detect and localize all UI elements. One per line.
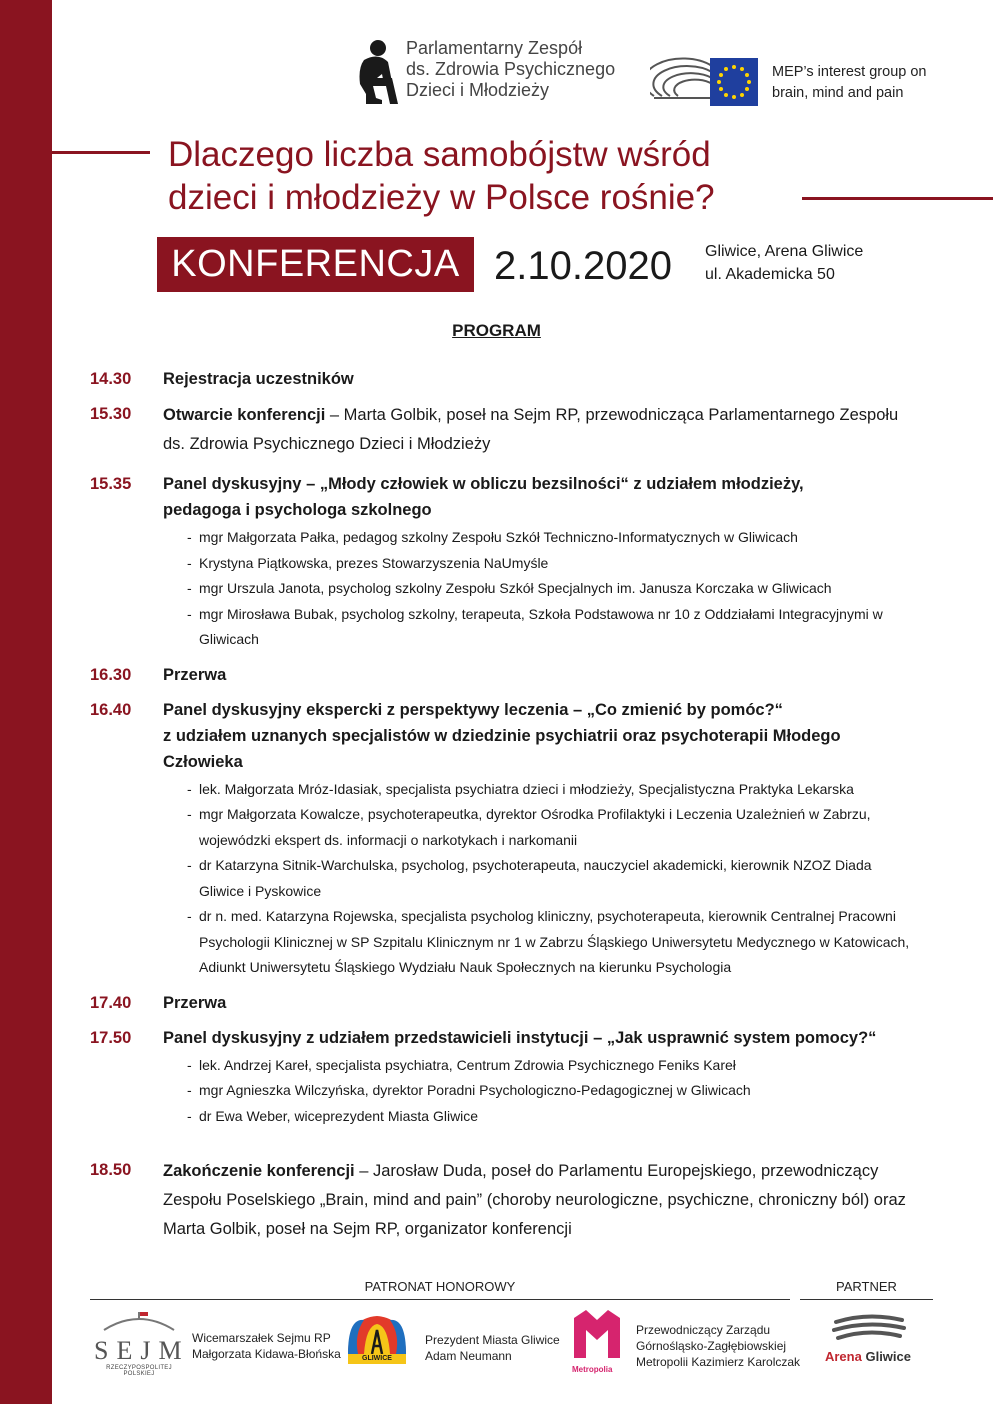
gliwice-crest-logo	[344, 1310, 410, 1376]
agenda	[90, 366, 950, 1253]
agenda-title: Panel dyskusyjny z udziałem przedstawicieli instytucji – „Jak usprawnić system pomocy?“	[163, 1028, 877, 1047]
speaker-list	[163, 1053, 950, 1130]
agenda-detail: Zespołu Poselskiego „Brain, mind and pain” (choroby neurologiczne, psychiczne, chroniczny ból) oraz	[163, 1191, 906, 1209]
agenda-detail: – Marta Golbik, poseł na Sejm RP, przewodnicząca Parlamentarnego Zespołu	[325, 406, 899, 424]
agenda-title: Przerwa	[163, 993, 227, 1012]
agenda-time: 18.50	[90, 1161, 132, 1179]
agenda-title: Przerwa	[163, 665, 227, 684]
speaker-list	[163, 525, 950, 653]
arena-waves-icon	[818, 1312, 918, 1344]
parliamentary-team-name	[406, 38, 615, 101]
mep-interest-group-logo	[650, 52, 950, 112]
speaker-item: - dr n. med. Katarzyna Rojewska, specjalista psycholog kliniczny, psychoterapeuta, kierownik Centralnej Pracowni Psychologii Klinicznej w SP Szpitalu Klinicznym nr 1 w Zabrzu Śląskiego Uniwersytetu Medycznego w Katowicach, Adiunkt Uniwersytetu Śląskiego Wydziału Nauk Społecznych na kierunku Psychologia	[187, 904, 929, 981]
patron-line: Metropolii Kazimierz Karolczak	[636, 1355, 801, 1369]
agenda-item	[90, 1025, 950, 1130]
agenda-item	[90, 1157, 950, 1244]
agenda-description	[163, 1157, 950, 1186]
footer-rule	[90, 1299, 790, 1300]
agenda-detail: – Jarosław Duda, poseł do Parlamentu Europejskiego, przewodniczący	[354, 1162, 879, 1180]
european-parliament-icon	[650, 52, 762, 110]
metropolia-wordmark: Metropolia	[572, 1365, 613, 1374]
agenda-time: 15.35	[90, 475, 132, 493]
mep-group-name	[772, 62, 926, 104]
gliwice-patron	[425, 1332, 560, 1364]
patron-line: Przewodniczący Zarządu	[636, 1323, 771, 1337]
agenda-title: Zakończenie konferencji	[163, 1162, 355, 1180]
agenda-time: 14.30	[90, 370, 132, 388]
pz-line: ds. Zdrowia Psychicznego	[406, 59, 616, 79]
title-rule-left	[52, 151, 150, 154]
footer-rule	[800, 1299, 933, 1300]
speaker-item: - mgr Małgorzata Kowalcze, psychoterapeutka, dyrektor Ośrodka Profilaktyki i Leczenia Uzależnień w Zabrzu, wojewódzki ekspert ds. informacji o narkotykach i narkomanii	[187, 802, 889, 853]
agenda-item	[90, 697, 950, 981]
agenda-title: Panel dyskusyjny ekspercki z perspektywy leczenia – „Co zmienić by pomóc?“	[163, 700, 783, 719]
speaker-item: - dr Ewa Weber, wiceprezydent Miasta Gliwice	[187, 1104, 950, 1130]
conference-label: KONFERENCJA	[157, 237, 474, 292]
speaker-item: - mgr Agnieszka Wilczyńska, dyrektor Poradni Psychologiczno-Pedagogicznej w Gliwicach	[187, 1078, 950, 1104]
agenda-title: Otwarcie konferencji	[163, 406, 326, 424]
agenda-detail: Marta Golbik, poseł na Sejm RP, organizator konferencji	[163, 1220, 572, 1238]
speaker-item: - mgr Mirosława Bubak, psycholog szkolny, terapeuta, Szkoła Podstawowa nr 10 z Oddziałami Integracyjnymi w Gliwicach	[187, 602, 889, 653]
speaker-item: - lek. Małgorzata Mróz-Idasiak, specjalista psychiatra dzieci i młodzieży, Specjalistyczna Praktyka Lekarska	[187, 777, 950, 803]
agenda-item	[90, 401, 950, 459]
sejm-building-icon	[94, 1312, 184, 1332]
agenda-item	[90, 471, 950, 653]
left-accent-bar	[0, 0, 52, 1404]
venue-line: Gliwice, Arena Gliwice	[705, 243, 864, 260]
speaker-item: - dr Katarzyna Sitnik-Warchulska, psycholog, psychoterapeuta, nauczyciel akademicki, kierownik NZOZ Diada Gliwice i Pyskowice	[187, 853, 889, 904]
patron-line: Górnośląsko-Zagłębiowskiej	[636, 1339, 787, 1353]
pz-line: Parlamentarny Zespół	[406, 38, 583, 58]
mep-line: MEP’s interest group on	[772, 64, 927, 80]
sitting-figure-icon	[348, 38, 402, 108]
arena-wordmark	[818, 1349, 918, 1364]
sejm-wordmark: SEJM	[94, 1336, 190, 1365]
program-heading: PROGRAM	[452, 321, 541, 340]
agenda-time: 17.40	[90, 993, 132, 1012]
speaker-list	[163, 777, 950, 981]
conference-date: 2.10.2020	[494, 244, 672, 288]
title-rule-right	[802, 197, 993, 200]
conference-title	[168, 133, 808, 219]
speaker-item: - mgr Urszula Janota, psycholog szkolny Zespołu Szkół Specjalnych im. Janusza Korczaka w Gliwicach	[187, 576, 950, 602]
sejm-patron	[192, 1330, 341, 1362]
agenda-time: 16.40	[90, 700, 132, 719]
title-line: dzieci i młodzieży w Polsce rośnie?	[168, 178, 715, 217]
patron-line: Adam Neumann	[425, 1349, 512, 1363]
pz-line: Dzieci i Młodzieży	[406, 80, 550, 100]
speaker-item: - lek. Andrzej Kareł, specjalista psychiatra, Centrum Zdrowia Psychicznego Feniks Kareł	[187, 1053, 950, 1079]
patron-line: Prezydent Miasta Gliwice	[425, 1333, 560, 1347]
speaker-item: - mgr Małgorzata Pałka, pedagog szkolny Zespołu Szkół Techniczno-Informatycznych w Gliwicach	[187, 525, 950, 551]
conference-venue	[705, 240, 863, 286]
honorary-patronage-label: PATRONAT HONOROWY	[364, 1279, 516, 1294]
parliamentary-team-logo	[348, 38, 628, 108]
arena-word: Gliwice	[865, 1349, 911, 1364]
gliwice-wordmark: GLIWICE	[362, 1355, 392, 1362]
metropolia-patron	[636, 1322, 800, 1370]
metropolia-m-icon	[572, 1308, 622, 1360]
agenda-item	[90, 366, 950, 392]
agenda-time: 16.30	[90, 665, 132, 684]
arena-word: Arena	[824, 1349, 862, 1364]
venue-line: ul. Akademicka 50	[705, 266, 835, 283]
patron-line: Wicemarszałek Sejmu RP	[192, 1331, 331, 1345]
agenda-item	[90, 662, 950, 688]
agenda-title-cont: pedagoga i psychologa szkolnego	[163, 501, 432, 519]
agenda-title: Rejestracja uczestników	[163, 370, 354, 388]
agenda-time: 17.50	[90, 1028, 132, 1047]
mep-line: brain, mind and pain	[772, 85, 904, 101]
sejm-logo	[94, 1312, 190, 1384]
sejm-sub: RZECZYPOSPOLITEJ POLSKIEJ	[106, 1365, 172, 1377]
metropolia-logo	[572, 1308, 628, 1378]
title-line: Dlaczego liczba samobójstw wśród	[168, 135, 711, 174]
speaker-item: - Krystyna Piątkowska, prezes Stowarzyszenia NaUmyśle	[187, 551, 950, 577]
agenda-title: Panel dyskusyjny – „Młody człowiek w obliczu bezsilności“ z udziałem młodzieży,	[163, 475, 804, 493]
agenda-time: 15.30	[90, 405, 132, 423]
agenda-title-cont: z udziałem uznanych specjalistów w dziedzinie psychiatrii oraz psychoterapii Młodego Człowieka	[163, 726, 841, 771]
agenda-detail: ds. Zdrowia Psychicznego Dzieci i Młodzieży	[163, 435, 491, 453]
agenda-item	[90, 990, 950, 1016]
partner-label: PARTNER	[836, 1279, 897, 1294]
patron-line: Małgorzata Kidawa-Błońska	[192, 1347, 341, 1361]
arena-gliwice-logo	[818, 1312, 928, 1372]
agenda-description	[163, 401, 950, 430]
